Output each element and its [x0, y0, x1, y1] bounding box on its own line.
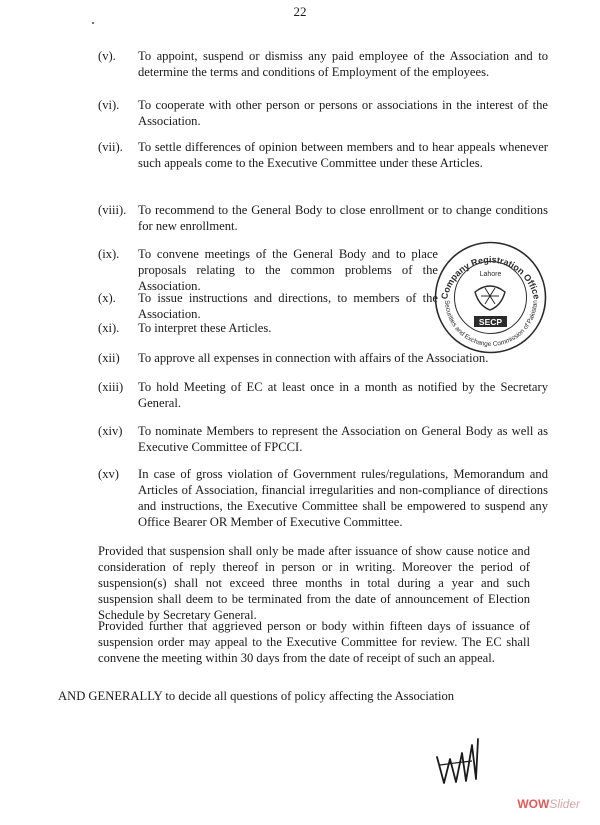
- item-number: (viii).: [98, 203, 127, 217]
- item-number: (xi).: [98, 321, 120, 335]
- svg-text:Securities and Exchange Commis: Securities and Exchange Commission of Pakistan: [442, 299, 540, 349]
- list-item: [98, 379, 548, 411]
- proviso-paragraph: Provided that suspension shall only be made after issuance of show cause notice and consideration of reply thereof in person or in writing. Moreover the period of suspension(s) shall not exceed three months in total during a year and such suspension shall deem to be terminated from the date of announcement of Election Schedule by Secretary General.: [98, 544, 530, 622]
- item-text: In case of gross violation of Government rules/regulations, Memorandum and Articles of Association, financial irregularities and non-compliance of directions and instructions, the Executive Committee shall be empowered to suspend any Office Bearer OR Member of Executive Committee.: [138, 467, 548, 529]
- item-text: To appoint, suspend or dismiss any paid employee of the Association and to determine the terms and conditions of Employment of the employees.: [138, 49, 548, 79]
- item-number: (ix).: [98, 247, 120, 261]
- closing-statement: AND GENERALLY to decide all questions of policy affecting the Association: [58, 689, 455, 703]
- item-number: (v).: [98, 49, 116, 63]
- item-text: To nominate Members to represent the Association on General Body as well as Executive Committee of FPCCI.: [138, 424, 548, 454]
- seal-stamp-icon: [433, 240, 548, 355]
- svg-text:SECP: SECP: [478, 317, 503, 327]
- proviso-paragraph: Provided further that aggrieved person or body within fifteen days of issuance of suspension order may appeal to the Executive Committee for review. The EC shall convene the meeting within 30 days from the date of receipt of such an appeal.: [98, 619, 530, 665]
- watermark-part-2: Slider: [549, 797, 580, 811]
- item-text: To issue instructions and directions, to members of the Association.: [138, 291, 438, 321]
- item-text: To convene meetings of the General Body and to place proposals relating to the common problems of the Association.: [138, 247, 438, 293]
- svg-text:Lahore: Lahore: [479, 271, 502, 278]
- page-number: 22: [293, 4, 307, 19]
- item-text: To approve all expenses in connection with affairs of the Association.: [138, 351, 489, 365]
- list-item: [98, 423, 548, 455]
- item-number: (x).: [98, 291, 116, 305]
- item-text: To cooperate with other person or persons or associations in the interest of the Association.: [138, 98, 548, 128]
- svg-text:Company Registration Office: Company Registration Office: [439, 254, 542, 301]
- item-number: (xii): [98, 351, 120, 365]
- list-item: [98, 290, 438, 322]
- item-number: (xiii): [98, 380, 124, 394]
- list-item: [98, 97, 548, 129]
- watermark-logo: [517, 797, 580, 811]
- item-number: (vi).: [98, 98, 120, 112]
- list-item: [98, 202, 548, 234]
- item-text: To interpret these Articles.: [138, 321, 272, 335]
- item-text: To hold Meeting of EC at least once in a month as notified by the Secretary General.: [138, 380, 548, 410]
- item-number: (xv): [98, 467, 119, 481]
- list-item: [98, 139, 548, 171]
- list-item: [98, 466, 548, 530]
- item-number: (xiv): [98, 424, 123, 438]
- watermark-part-1: WOW: [517, 797, 550, 811]
- list-item: [98, 246, 438, 294]
- item-text: To settle differences of opinion between members and to hear appeals whenever such appeals come to the Executive Committee under these Articles.: [138, 140, 548, 170]
- list-item: [98, 48, 548, 80]
- signature-icon: [432, 735, 492, 790]
- scan-speck: [92, 22, 94, 24]
- item-number: (vii).: [98, 140, 123, 154]
- item-text: To recommend to the General Body to close enrollment or to change conditions for new enrollment.: [138, 203, 548, 233]
